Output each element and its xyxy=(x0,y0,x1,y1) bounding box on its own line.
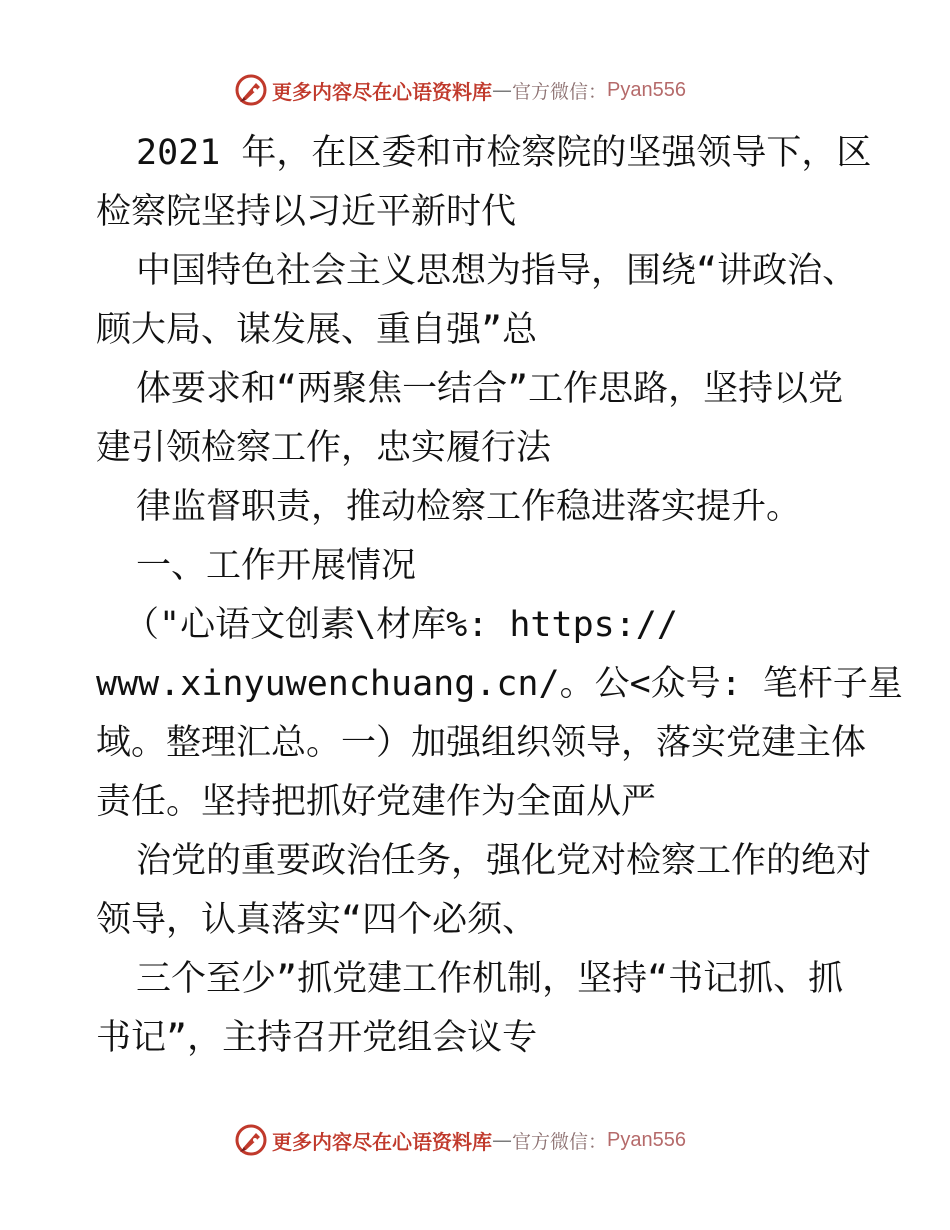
section-heading: 一、工作开展情况 xyxy=(136,546,417,586)
text-line: 检察院坚持以习近平新时代 xyxy=(96,192,517,232)
body-text xyxy=(96,124,903,1068)
text-line: 顾大局、谋发展、重自强”总 xyxy=(96,310,538,350)
pen-nib-logo-icon xyxy=(234,73,268,107)
text-line: 建引领检察工作，忠实履行法 xyxy=(96,428,552,468)
text-line: 领导，认真落实“四个必须、 xyxy=(96,900,538,940)
header-wechat-id: Pyan556 xyxy=(607,78,686,101)
text-line: 三个至少”抓党建工作机制，坚持“书记抓、抓 xyxy=(136,959,844,999)
footer-wechat-label: 官方微信： xyxy=(512,1130,608,1153)
text-line: 责任。坚持把抓好党建作为全面从严 xyxy=(96,782,657,822)
footer-separator: — xyxy=(492,1128,512,1152)
pen-nib-logo-icon xyxy=(234,1123,268,1157)
text-line: 治党的重要政治任务，强化党对检察工作的绝对 xyxy=(136,841,872,881)
header-banner xyxy=(234,73,686,107)
text-line: 中国特色社会主义思想为指导，围绕“讲政治、 xyxy=(136,251,858,291)
text-line: 书记”，主持召开党组会议专 xyxy=(96,1018,538,1058)
footer-brand-text: 更多内容尽在心语资料库 xyxy=(272,1129,492,1154)
text-line: 律监督职责，推动检察工作稳进落实提升。 xyxy=(136,487,802,527)
text-line: （"心语文创素\材库%: https:// xyxy=(124,605,678,645)
text-line: 体要求和“两聚焦一结合”工作思路，坚持以党 xyxy=(136,369,844,409)
header-wechat-label: 官方微信： xyxy=(512,80,608,103)
header-separator: — xyxy=(492,78,512,102)
text-line: 域。整理汇总。一）加强组织领导，落实党建主体 xyxy=(96,723,867,763)
text-line: www.xinyuwenchuang.cn/。公<众号: 笔杆子星 xyxy=(96,664,903,704)
header-brand-text: 更多内容尽在心语资料库 xyxy=(272,79,492,104)
footer-wechat-id: Pyan556 xyxy=(607,1128,686,1151)
text-line: 2021 年，在区委和市检察院的坚强领导下，区 xyxy=(136,133,872,173)
footer-banner xyxy=(234,1123,686,1157)
